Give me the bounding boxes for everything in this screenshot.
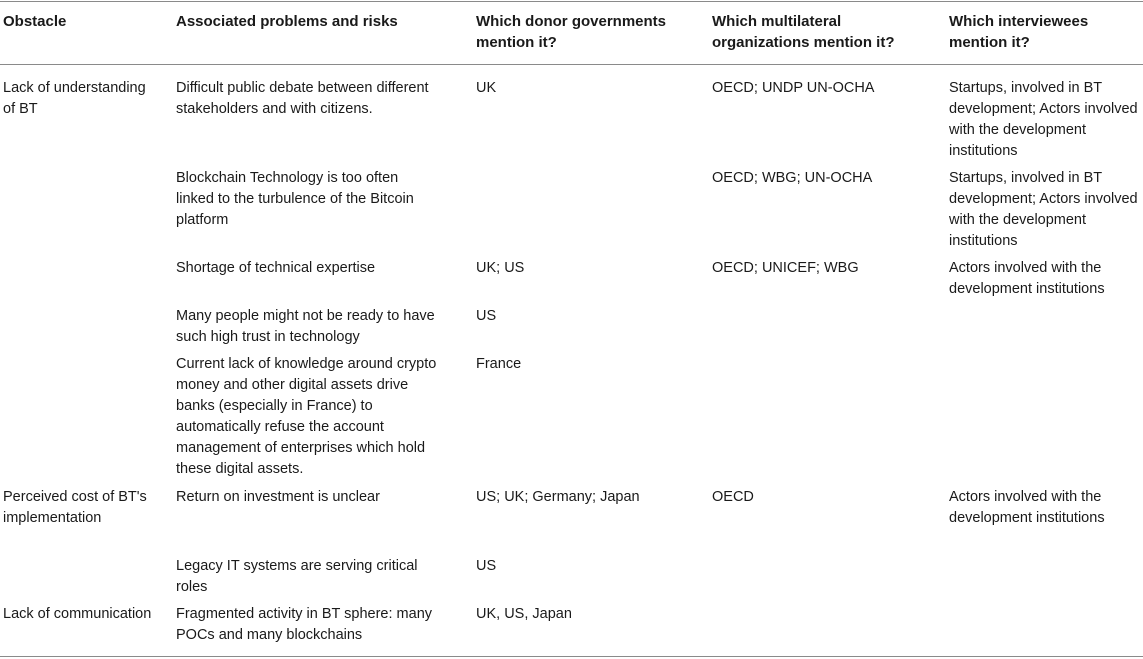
header-problems: Associated problems and risks: [176, 13, 398, 30]
multilateral-cell: OECD; WBG; UN-OCHA: [712, 170, 873, 186]
obstacle-cell: Perceived cost of BT's implementation: [3, 489, 147, 526]
problem-cell: Legacy IT systems are serving critical roles: [176, 558, 418, 595]
interviewees-cell: Actors involved with the development institutions: [949, 489, 1105, 526]
interviewees-cell: Startups, involved in BT development; Actors involved with the development institutions: [949, 80, 1138, 159]
obstacle-cell: Lack of communication: [3, 606, 152, 622]
table-top-rule: [0, 1, 1143, 2]
problem-cell: Many people might not be ready to have such high trust in technology: [176, 308, 435, 345]
header-obstacle: Obstacle: [3, 13, 67, 30]
multilateral-cell: OECD; UNDP UN-OCHA: [712, 80, 875, 96]
donors-cell: UK, US, Japan: [476, 606, 572, 622]
obstacle-cell: Lack of understanding of BT: [3, 80, 146, 117]
interviewees-cell: Actors involved with the development institutions: [949, 260, 1105, 297]
problem-cell: Blockchain Technology is too often linked to the turbulence of the Bitcoin platform: [176, 170, 414, 228]
table-bottom-rule: [0, 656, 1143, 657]
donors-cell: US: [476, 308, 497, 324]
header-multilateral: Which multilateral organizations mention it?: [712, 13, 895, 51]
problem-cell: Difficult public debate between different stakeholders and with citizens.: [176, 80, 429, 117]
header-interviewees: Which interviewees mention it?: [949, 13, 1089, 51]
donors-cell: US: [476, 558, 497, 574]
donors-cell: UK; US: [476, 260, 525, 276]
problem-cell: Return on investment is unclear: [176, 489, 380, 505]
problem-cell: Current lack of knowledge around crypto money and other digital assets drive banks (especially in France) to automatically refuse the account management of enterprises which hold these digital assets.: [176, 356, 437, 477]
multilateral-cell: OECD: [712, 489, 754, 505]
donors-cell: US; UK; Germany; Japan: [476, 489, 640, 505]
donors-cell: France: [476, 356, 522, 372]
header-rule: [0, 64, 1143, 65]
problem-cell: Shortage of technical expertise: [176, 260, 376, 276]
multilateral-cell: OECD; UNICEF; WBG: [712, 260, 859, 276]
interviewees-cell: Startups, involved in BT development; Actors involved with the development institutions: [949, 170, 1138, 249]
problem-cell: Fragmented activity in BT sphere: many POCs and many blockchains: [176, 606, 433, 643]
donors-cell: UK: [476, 80, 497, 96]
header-donors: Which donor governments mention it?: [476, 13, 667, 51]
